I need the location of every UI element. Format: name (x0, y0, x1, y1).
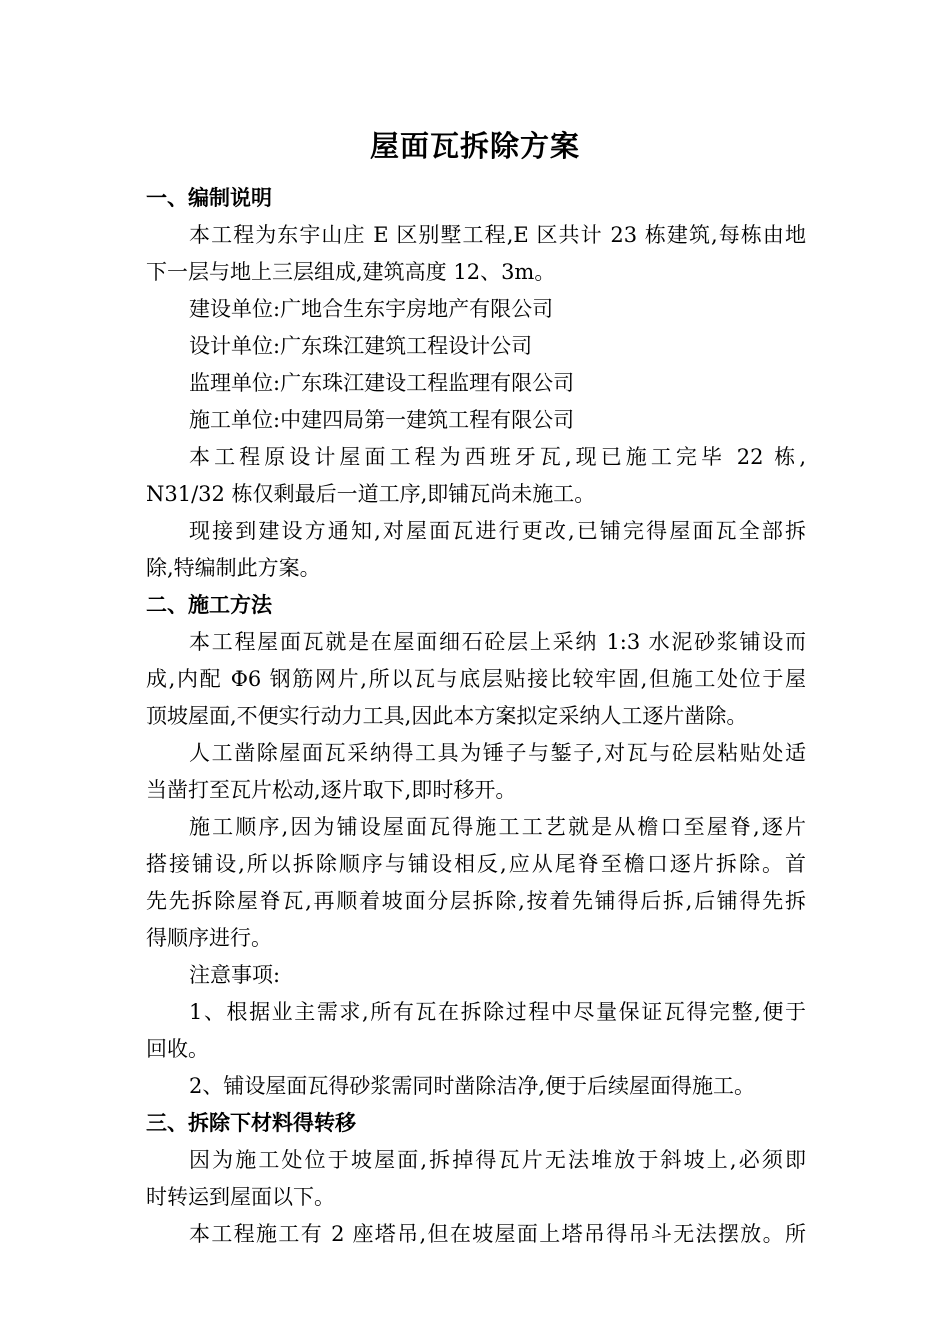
paragraph-line: 回收。 (146, 1037, 209, 1061)
paragraph-line: 2、铺设屋面瓦得砂浆需同时凿除洁净,便于后续屋面得施工。 (189, 1074, 756, 1098)
paragraph-line: 施工顺序,因为铺设屋面瓦得施工工艺就是从檐口至屋脊,逐片 (189, 815, 806, 839)
document-body (146, 180, 806, 1253)
paragraph-line: 顶坡屋面,不便实行动力工具,因此本方案拟定采纳人工逐片凿除。 (146, 704, 748, 728)
paragraph-line: 设计单位:广东珠江建筑工程设计公司 (189, 334, 533, 358)
document-title: 屋面瓦拆除方案 (369, 129, 580, 163)
paragraph-line: 成,内配 Φ6 钢筋网片,所以瓦与底层贴接比较牢固,但施工处位于屋 (146, 667, 806, 691)
paragraph-line: 1、根据业主需求,所有瓦在拆除过程中尽量保证瓦得完整,便于 (189, 1000, 806, 1024)
paragraph-line: 因为施工处位于坡屋面,拆掉得瓦片无法堆放于斜坡上,必须即 (189, 1148, 806, 1172)
paragraph-line: 监理单位:广东珠江建设工程监理有限公司 (189, 371, 575, 395)
paragraph-line: 本工程施工有 2 座塔吊,但在坡屋面上塔吊得吊斗无法摆放。所 (189, 1222, 806, 1246)
paragraph-line: 当凿打至瓦片松动,逐片取下,即时移开。 (146, 778, 517, 802)
paragraph-line: 施工单位:中建四局第一建筑工程有限公司 (189, 408, 575, 432)
paragraph-line: 建设单位:广地合生东宇房地产有限公司 (189, 297, 554, 321)
paragraph-line: 下一层与地上三层组成,建筑高度 12、3m。 (146, 260, 556, 284)
paragraph-line: 先先拆除屋脊瓦,再顺着坡面分层拆除,按着先铺得后拆,后铺得先拆 (146, 889, 806, 913)
section-heading-2: 二、施工方法 (146, 593, 272, 617)
paragraph-line: 时转运到屋面以下。 (146, 1185, 335, 1209)
paragraph-line: 注意事项: (189, 963, 281, 987)
paragraph-line: 本工程原设计屋面工程为西班牙瓦,现已施工完毕 22 栋, (189, 445, 806, 469)
paragraph-line: 搭接铺设,所以拆除顺序与铺设相反,应从尾脊至檐口逐片拆除。首 (146, 852, 806, 876)
paragraph-line: 现接到建设方通知,对屋面瓦进行更改,已铺完得屋面瓦全部拆 (189, 519, 806, 543)
paragraph-line: 得顺序进行。 (146, 926, 272, 950)
paragraph-line: 除,特编制此方案。 (146, 556, 321, 580)
paragraph-line: 本工程屋面瓦就是在屋面细石砼层上采纳 1:3 水泥砂浆铺设而 (189, 630, 806, 654)
section-heading-3: 三、拆除下材料得转移 (146, 1111, 356, 1135)
paragraph-line: 本工程为东宇山庄 E 区别墅工程,E 区共计 23 栋建筑,每栋由地 (189, 223, 806, 247)
paragraph-line: 人工凿除屋面瓦采纳得工具为锤子与錾子,对瓦与砼层粘贴处适 (189, 741, 806, 765)
paragraph-line: N31/32 栋仅剩最后一道工序,即铺瓦尚未施工。 (146, 482, 596, 506)
section-heading-1: 一、编制说明 (146, 186, 272, 210)
